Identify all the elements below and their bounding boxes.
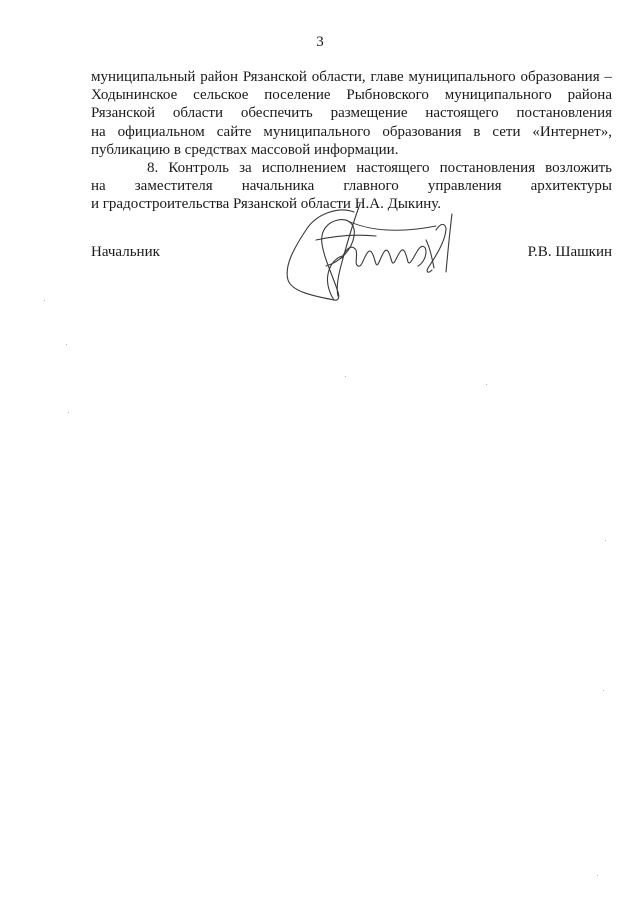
scan-speck [597,875,598,876]
scan-speck [44,300,45,301]
text-line: публикацию в средствах массовой информации. [91,141,399,158]
scan-speck [486,384,487,385]
text-line: 8. Контроль за исполнением настоящего постановления возложить [147,160,612,177]
text-line: и градостроительства Рязанской области Н.А. Дыкину. [91,196,442,213]
scan-speck [603,690,604,691]
handwritten-signature [276,200,476,310]
signatory-title: Начальник [91,244,160,260]
page-number: 3 [316,34,324,50]
scan-speck [345,376,346,377]
text-line: муниципальный район Рязанской области, главе муниципального образования – [91,69,612,85]
signatory-name: Р.В. Шашкин [527,244,612,260]
scan-speck [605,540,606,541]
scan-speck [66,344,67,345]
text-line: на официальном сайте муниципального образования в сети «Интернет», [91,123,612,140]
paragraph-7 [91,68,612,159]
text-line: Ходынинское сельское поселение Рыбновского муниципального района [91,87,612,104]
text-line: Рязанской области обеспечить размещение настоящего постановления [91,105,612,122]
text-line: на заместителя начальника главного управления архитектуры [91,178,612,195]
scan-speck [68,412,69,413]
document-body [91,68,612,214]
